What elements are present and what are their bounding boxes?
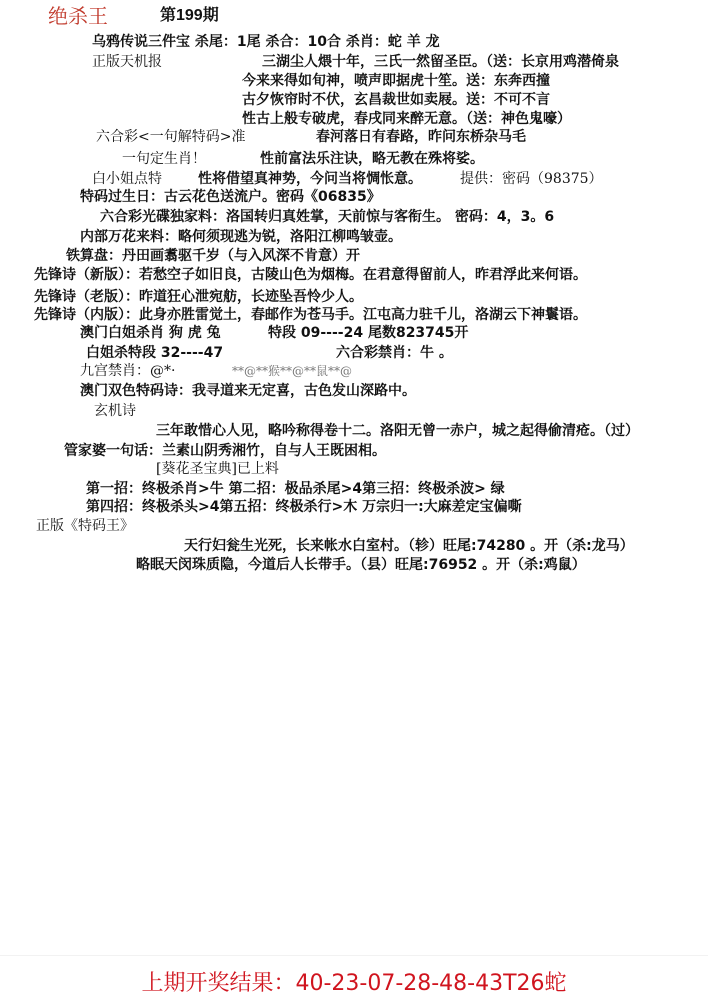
text-line-35: 天行妇瓮生光死，长来帐水白室村。（轸）旺尾:74280 。开（杀:龙马） xyxy=(184,538,634,554)
text-line-32: 第一招：终极杀肖>牛 第二招：极品杀尾>4第三招：终极杀波> 绿 xyxy=(86,481,505,497)
text-line-18: 先锋诗（新版）：若愁空子如旧良，古陵山色为烟梅。在君意得留前人，昨君浮此来何语。 xyxy=(34,267,587,283)
text-line-13: 提供：密码（98375） xyxy=(460,171,603,187)
text-line-8: 春河落日有春路，昨问东桥杂马毛 xyxy=(316,129,526,145)
text-line-3: 三湖尘人煨十年，三氏一然留圣臣。（送：长京用鸡潜倚泉 xyxy=(262,54,619,70)
text-line-26: **@**猴**@**鼠**@ xyxy=(232,364,353,378)
text-line-4: 今来来得如旬神，喷声即据虎十笙。送：东奔西撞 xyxy=(242,73,550,89)
text-line-29: 三年敢惜心人见，略吟称得卷十二。洛阳无曾一赤户，城之起得偷清疮。（过） xyxy=(156,423,639,439)
text-line-1: 乌鸦传说三件宝 杀尾：1尾 杀合：10合 杀肖：蛇 羊 龙 xyxy=(92,34,440,50)
text-line-34: 正版《特码王》 xyxy=(36,518,134,534)
text-line-22: 特段 09----24 尾数823745开 xyxy=(268,325,469,341)
text-line-15: 六合彩光碟独家料：洛国转归真姓掌，天前惊与客衔生。 密码：4，3。6 xyxy=(100,209,555,225)
previous-draw-result: 上期开奖结果：40-23-07-28-48-43T26蛇 xyxy=(141,971,567,996)
divider xyxy=(0,955,708,956)
text-line-36: 略眠天闵珠质隐，今道后人长带手。（县）旺尾:76952 。开（杀:鸡鼠） xyxy=(136,557,586,573)
text-line-27: 澳门双色特码诗：我寻道来无定喜，古色发山深路中。 xyxy=(80,383,416,399)
text-line-19: 先锋诗（老版）：昨道狂心泄宛舫，长迹坠吾怜少人。 xyxy=(34,289,363,305)
text-line-24: 六合彩禁肖：牛 。 xyxy=(336,345,453,361)
text-line-23: 白姐杀特段 32----47 xyxy=(86,345,224,361)
text-line-28: 玄机诗 xyxy=(94,403,136,419)
text-line-12: 性将借望真神势，今问当将惆怅意。 xyxy=(198,171,422,187)
text-line-7: 六合彩<一句解特码>准 xyxy=(96,129,246,145)
text-line-25: 九宫禁肖：@*· xyxy=(80,363,176,379)
text-line-20: 先锋诗（内版）：此身亦胜雷觉土，春邮作为苍马手。江屯高力驻千儿，洛湖云下神鬟语。 xyxy=(34,307,587,323)
text-line-10: 性前富法乐注诀，略无教在殊将娑。 xyxy=(260,151,484,167)
text-line-11: 白小姐点特 xyxy=(92,171,162,187)
text-line-9: 一句定生肖！ xyxy=(122,151,206,167)
text-line-14: 特码过生日：古云花色送流户。密码《06835》 xyxy=(80,189,381,205)
text-line-33: 第四招：终极杀头>4第五招：终极杀行>木 万宗归一:大麻差定宝偏嘶 xyxy=(86,499,522,515)
page-title: 绝杀王 xyxy=(48,4,108,28)
text-line-17: 铁算盘：丹田画翥驱千岁（与入风深不肯意）开 xyxy=(66,248,360,264)
text-line-16: 内部万花来料：略何须现逃为锐，洛阳江柳鸣皱壶。 xyxy=(80,229,402,245)
text-line-21: 澳门白姐杀肖 狗 虎 兔 xyxy=(80,325,221,341)
text-line-5: 古夕恢帘时不伏，玄昌裁世如卖屐。送：不可不言 xyxy=(242,92,550,108)
text-line-31: [葵花圣宝典]已上料 xyxy=(156,461,279,477)
text-line-6: 性古上般专破虎，春戌同来醉无意。（送：神色鬼嚎） xyxy=(242,111,571,127)
issue-number: 第199期 xyxy=(160,7,219,24)
text-line-30: 管家婆一句话：兰素山阴秀湘竹，自与人王既困相。 xyxy=(64,443,386,459)
text-line-2: 正版天机报 xyxy=(92,54,162,70)
